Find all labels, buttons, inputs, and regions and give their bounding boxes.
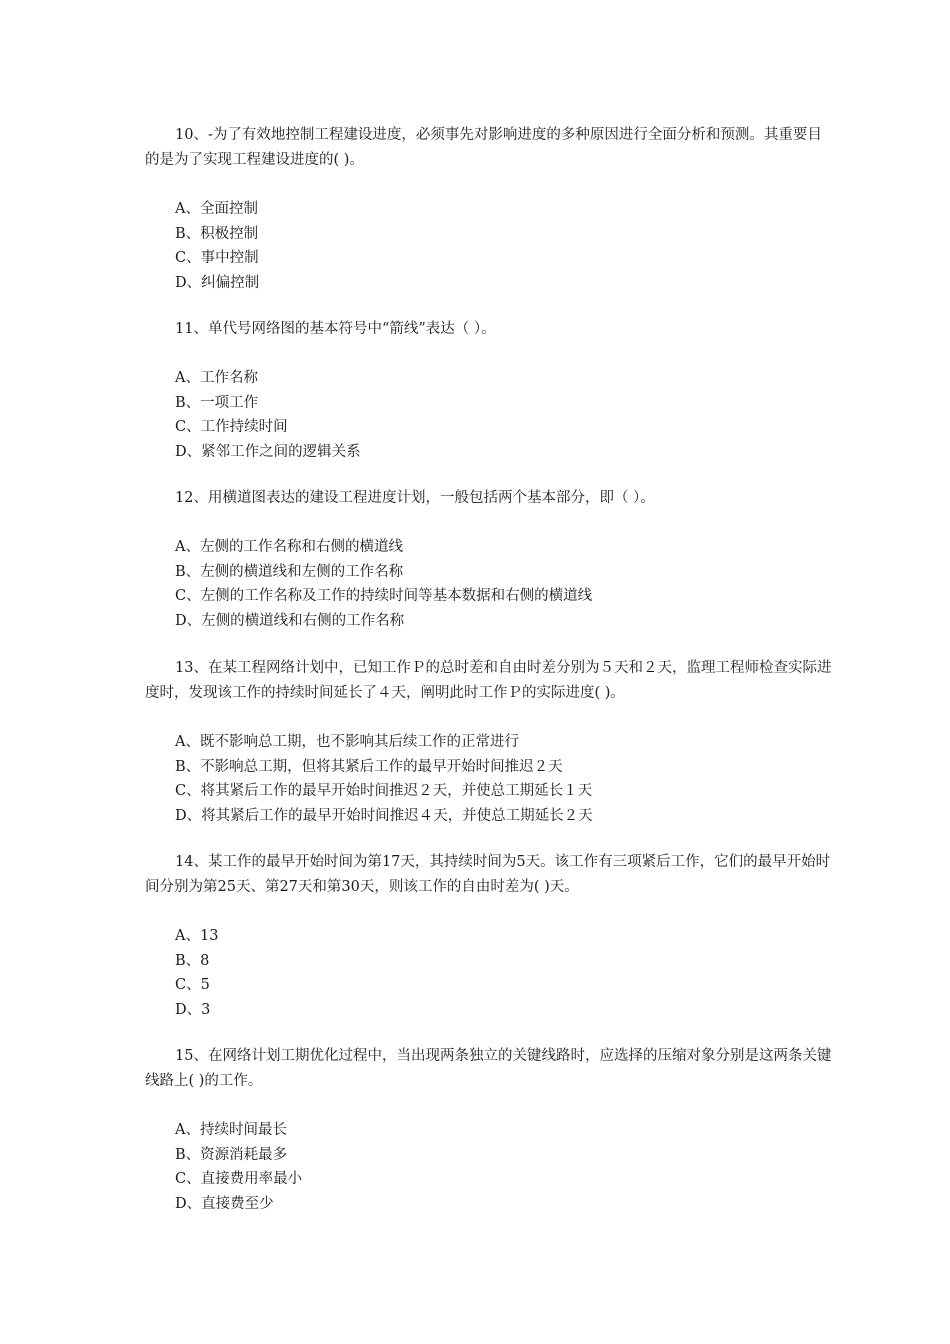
option-a: A、左侧的工作名称和右侧的横道线 [175, 539, 403, 555]
option-a: A、13 [175, 928, 219, 944]
option-a: A、既不影响总工期，也不影响其后续工作的正常进行 [175, 734, 519, 750]
question-13 [145, 656, 835, 829]
question-11 [145, 317, 835, 465]
option-d: D、纠偏控制 [175, 275, 260, 292]
option-d: D、左侧的横道线和右侧的工作名称 [175, 613, 405, 630]
option-b: B、8 [175, 952, 210, 969]
question-stem: 14、某工作的最早开始时间为第17天，其持续时间为5天。该工作有三项紧后工作，它们的最早开始时间分别为第25天、第27天和第30天，则该工作的自由时差为( )天。 [145, 854, 831, 895]
question-14 [145, 850, 835, 1023]
option-a: A、工作名称 [175, 370, 258, 386]
question-stem: 11、单代号网络图的基本符号中“箭线”表达（ ）。 [175, 321, 496, 337]
option-d: D、直接费至少 [175, 1196, 274, 1213]
option-a: A、全面控制 [175, 201, 258, 217]
option-c: C、事中控制 [175, 250, 259, 267]
option-b: B、左侧的横道线和左侧的工作名称 [175, 563, 404, 580]
option-b: B、积极控制 [175, 225, 259, 242]
question-12 [145, 486, 835, 634]
option-d: D、紧邻工作之间的逻辑关系 [175, 444, 361, 461]
option-list [145, 730, 835, 829]
option-list [145, 366, 835, 465]
option-b: B、不影响总工期，但将其紧后工作的最早开始时间推迟２天 [175, 758, 563, 775]
option-b: B、一项工作 [175, 394, 259, 411]
option-b: B、资源消耗最多 [175, 1146, 288, 1163]
option-c: C、工作持续时间 [175, 419, 288, 436]
question-stem: 15、在网络计划工期优化过程中，当出现两条独立的关键线路时，应选择的压缩对象分别是这两条关键线路上( )的工作。 [145, 1048, 832, 1089]
option-c: C、将其紧后工作的最早开始时间推迟２天，并使总工期延长１天 [175, 783, 593, 800]
option-d: D、将其紧后工作的最早开始时间推迟４天，并使总工期延长２天 [175, 808, 593, 825]
question-10 [145, 123, 835, 296]
option-a: A、持续时间最长 [175, 1122, 287, 1138]
option-c: C、直接费用率最小 [175, 1171, 303, 1188]
option-d: D、3 [175, 1002, 211, 1019]
option-c: C、5 [175, 977, 210, 994]
question-15 [145, 1044, 835, 1217]
question-stem: 13、在某工程网络计划中，已知工作Ｐ的总时差和自由时差分别为５天和２天，监理工程师检查实际进度时，发现该工作的持续时间延长了４天，阐明此时工作Ｐ的实际进度( )。 [145, 660, 832, 701]
question-stem: 10、-为了有效地控制工程建设进度，必须事先对影响进度的多种原因进行全面分析和预测。其重要目的是为了实现工程建设进度的( )。 [145, 127, 822, 168]
option-list [145, 535, 835, 634]
option-c: C、左侧的工作名称及工作的持续时间等基本数据和右侧的横道线 [175, 588, 593, 605]
question-stem: 12、用横道图表达的建设工程进度计划，一般包括两个基本部分，即（ ）。 [175, 490, 655, 506]
option-list [145, 197, 835, 296]
option-list [145, 924, 835, 1023]
option-list [145, 1118, 835, 1217]
